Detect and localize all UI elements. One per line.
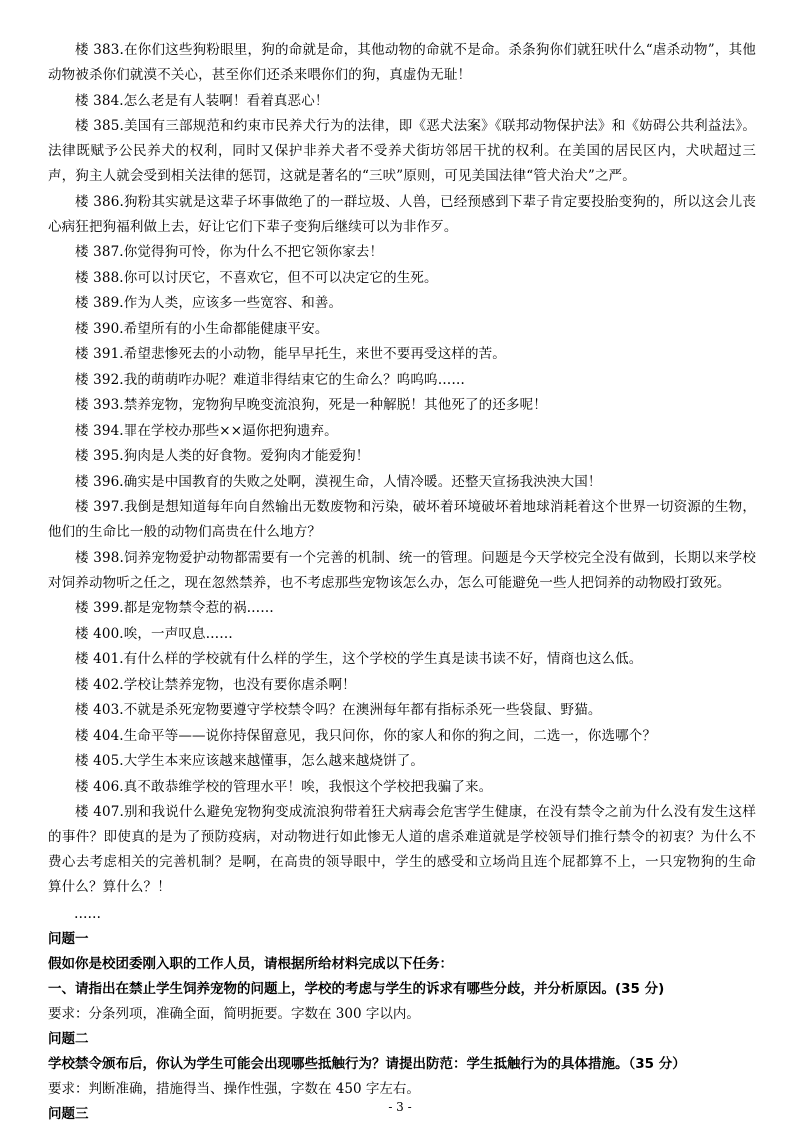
question-2-task: 学校禁令颁布后，你认为学生可能会出现哪些抵触行为？请提出防范：学生抵触行为的具体措施。（35 分） xyxy=(48,1056,686,1072)
forum-post: 楼 397.我倒是想知道每年向自然输出无数废物和污染，破坏着环境破坏着地球消耗着这个世界一切资源的生物，他们的生命比一般的动物们高贵在什么地方？ xyxy=(48,499,756,540)
question-2-title: 问题二 xyxy=(48,1031,89,1047)
question-2-requirement: 要求：判断准确，措施得当、操作性强，字数在 450 字左右。 xyxy=(48,1081,420,1097)
document-body xyxy=(48,38,756,1127)
forum-post: 楼 398.饲养宠物爱护动物都需要有一个完善的机制、统一的管理。问题是今天学校完全没有做到，长期以来学校对饲养动物听之任之，现在忽然禁养，也不考虑那些宠物该怎么办，怎么可能避免一些人把饲养的动物殴打致死。 xyxy=(48,549,756,591)
question-1-requirement: 要求：分条列项，准确全面，简明扼要。字数在 300 字以内。 xyxy=(48,1006,420,1022)
forum-post: 楼 403.不就是杀死宠物要遵守学校禁令吗？在澳洲每年都有指标杀死一些袋鼠、野猫。 xyxy=(75,702,602,718)
forum-post: 楼 405.大学生本来应该越来越懂事，怎么越来越烧饼了。 xyxy=(75,753,425,769)
forum-post: 楼 386.狗粉其实就是这辈子坏事做绝了的一群垃圾、人兽，已经预感到下辈子肯定要投胎变狗的，所以这会儿丧心病狂把狗福利做上去，好让它们下辈子变狗后继续可以为非作歹。 xyxy=(48,193,756,235)
page-number: - 3 - xyxy=(388,1100,412,1114)
forum-post: 楼 388.你可以讨厌它，不喜欢它，但不可以决定它的生死。 xyxy=(75,269,438,286)
forum-post: 楼 400.唉，一声叹息…… xyxy=(75,625,233,642)
forum-post: 楼 384.怎么老是有人装啊！看着真恶心！ xyxy=(75,92,329,109)
forum-post: 楼 399.都是宠物禁令惹的祸…… xyxy=(75,600,274,616)
forum-post: 楼 407.别和我说什么避免宠物狗变成流浪狗带着狂犬病毒会危害学生健康，在没有禁令之前为什么没有发生这样的事件？即使真的是为了预防疫病，对动物进行如此惨无人道的虐杀难道就是学校领导们推行禁令的初衷？为什么不费心去考虑相关的完善机制？是啊，在高贵的领导眼中，学生的感受和立场尚且连个屁都算不上，一只宠物狗的生命算什么？算什么？！ xyxy=(48,804,756,895)
forum-post: 楼 396.确实是中国教育的失败之处啊，漠视生命，人情冷暖。还整天宣扬我泱泱大国！ xyxy=(75,473,602,490)
forum-post: 楼 395.狗肉是人类的好食物。爱狗肉才能爱狗！ xyxy=(75,448,370,464)
forum-posts xyxy=(48,38,756,900)
forum-post: 楼 391.希望悲惨死去的小动物，能早早托生，来世不要再受这样的苦。 xyxy=(75,346,506,362)
question-1-task: 一、请指出在禁止学生饲养宠物的问题上，学校的考虑与学生的诉求有哪些分歧，并分析原因。(35 分) xyxy=(48,981,665,997)
question-1-title: 问题一 xyxy=(48,931,89,947)
forum-post: 楼 389.作为人类，应该多一些宽容、和善。 xyxy=(75,295,343,311)
forum-post: 楼 383.在你们这些狗粉眼里，狗的命就是命，其他动物的命就不是命。杀条狗你们就狂吠什么“虐杀动物”，其他动物被杀你们就漠不关心，甚至你们还杀来喂你们的狗，真虚伪无耻！ xyxy=(48,42,756,83)
forum-post: 楼 401.有什么样的学校就有什么样的学生，这个学校的学生真是读书读不好，情商也这么低。 xyxy=(75,651,643,667)
forum-post: 楼 394.罪在学校办那些××逼你把狗遗弃。 xyxy=(75,422,338,439)
question-3-title: 问题三 xyxy=(48,1106,89,1122)
forum-post: 楼 406.真不敢恭维学校的管理水平！唉，我恨这个学校把我骗了来。 xyxy=(75,778,493,795)
forum-post: 楼 387.你觉得狗可怜，你为什么不把它领你家去！ xyxy=(75,244,384,260)
forum-post: 楼 390.希望所有的小生命都能健康平安。 xyxy=(75,320,329,337)
forum-post: 楼 385.美国有三部规范和约束市民养犬行为的法律，即《恶犬法案》《联邦动物保护法》和《妨碍公共利益法》。法律既赋予公民养犬的权利，同时又保护非养犬者不受养犬街坊邻居干扰的权利。在美国的居民区内，犬吠超过三声，狗主人就会受到相关法律的惩罚，这就是著名的“三吠”原则，可见美国法律“管犬治犬”之严。 xyxy=(48,118,756,184)
forum-post: 楼 404.生命平等——说你持保留意见，我只问你，你的家人和你的狗之间，二选一，你选哪个？ xyxy=(75,727,657,744)
question-1-intro: 假如你是校团委刚入职的工作人员，请根据所给材料完成以下任务： xyxy=(48,956,453,972)
continuation-ellipsis: …… xyxy=(74,906,101,922)
forum-post: 楼 392.我的萌萌咋办呢？难道非得结束它的生命么？呜呜呜…… xyxy=(75,371,465,388)
forum-post: 楼 402.学校让禁养宠物，也没有要你虐杀啊！ xyxy=(75,676,356,693)
forum-post: 楼 393.禁养宠物，宠物狗早晚变流浪狗，死是一种解脱！其他死了的还多呢！ xyxy=(75,397,547,413)
